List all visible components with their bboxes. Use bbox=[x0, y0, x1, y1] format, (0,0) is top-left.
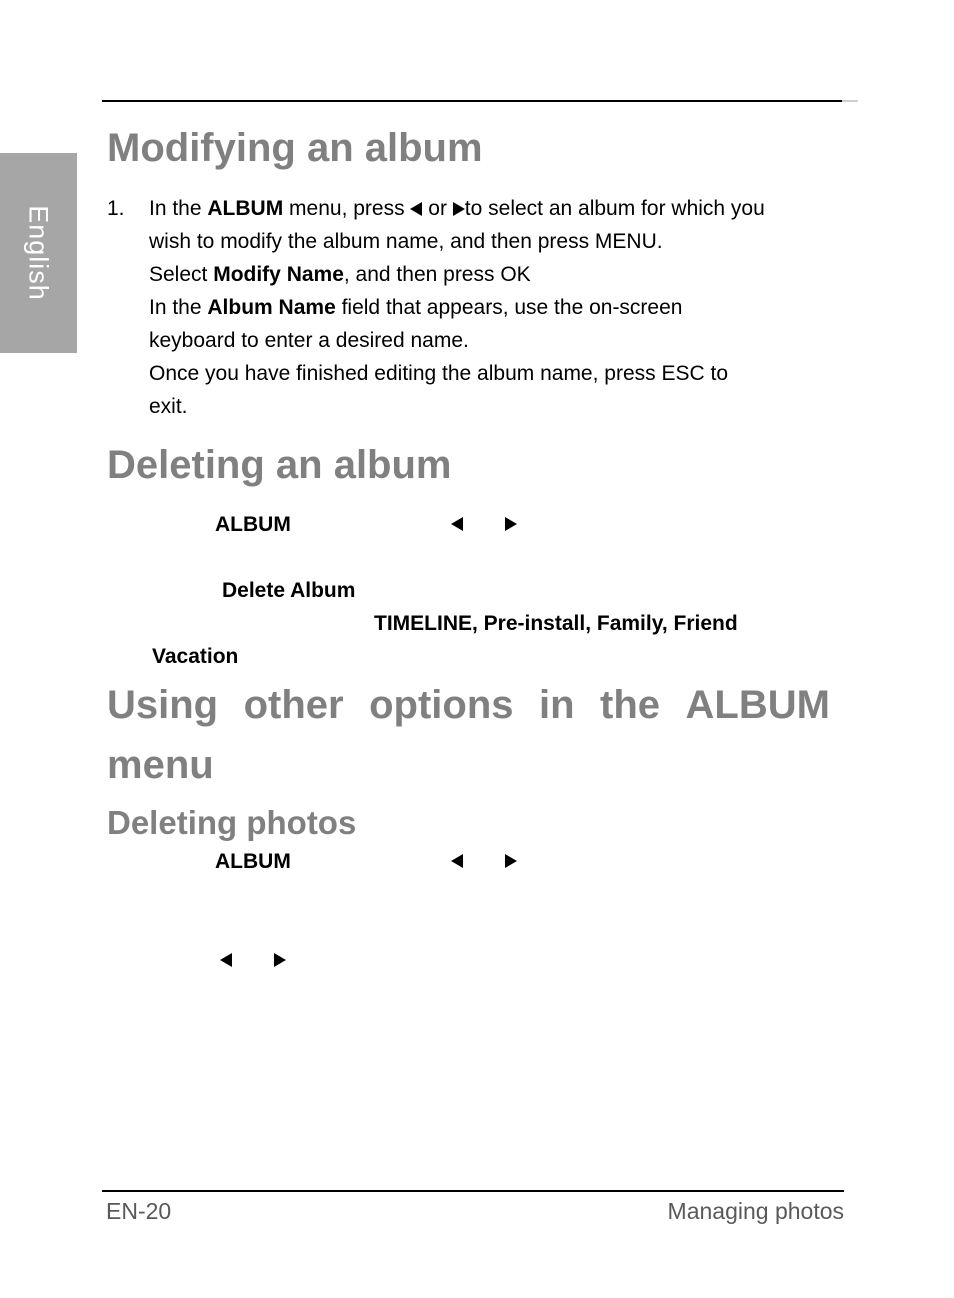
title-word: ALBUM bbox=[685, 683, 830, 727]
title-word: the bbox=[600, 683, 661, 727]
section-title-other-options-line-2: menu bbox=[107, 743, 214, 787]
section-title-modifying: Modifying an album bbox=[107, 126, 483, 170]
step-number: 1. bbox=[107, 197, 125, 220]
subsection-title-deleting-photos: Deleting photos bbox=[107, 804, 357, 841]
modify-name-option: Modify Name bbox=[213, 263, 344, 286]
page-number: EN-20 bbox=[106, 1198, 172, 1224]
text: field that appears, use the on-screen bbox=[335, 296, 683, 319]
left-triangle-icon bbox=[451, 854, 463, 868]
text: menu, press bbox=[283, 197, 411, 220]
vacation-album: Vacation bbox=[152, 645, 239, 668]
text: or bbox=[422, 197, 453, 220]
modify-step-line-2: wish to modify the album name, and then press MENU. bbox=[149, 230, 663, 253]
header-rule bbox=[102, 100, 858, 102]
language-tab-label: English bbox=[23, 205, 54, 301]
footer-rule bbox=[102, 1190, 844, 1192]
title-word: options bbox=[369, 683, 514, 727]
title-word: other bbox=[243, 683, 344, 727]
right-triangle-icon bbox=[505, 854, 517, 868]
text: Select bbox=[149, 263, 214, 286]
album-name-field-label: Album Name bbox=[207, 296, 336, 319]
modify-step-line-6: Once you have finished editing the album name, press ESC to bbox=[149, 362, 728, 385]
album-menu-label: ALBUM bbox=[215, 513, 291, 536]
modify-step-line-3 bbox=[149, 264, 531, 285]
album-list: TIMELINE, Pre-install, Family, Friend bbox=[374, 612, 738, 635]
text: In the bbox=[149, 197, 208, 220]
modify-step-line-7: exit. bbox=[149, 395, 188, 418]
modify-step-line-4 bbox=[149, 297, 682, 318]
title-word: in bbox=[539, 683, 575, 727]
text: to select an album for which you bbox=[464, 197, 765, 220]
text: In the bbox=[149, 296, 208, 319]
left-triangle-icon bbox=[410, 202, 422, 216]
section-title-deleting-album: Deleting an album bbox=[107, 443, 452, 487]
right-triangle-icon bbox=[453, 202, 465, 216]
footer-section-name: Managing photos bbox=[667, 1198, 844, 1224]
language-tab bbox=[0, 153, 77, 353]
album-menu-label: ALBUM bbox=[215, 850, 291, 873]
modify-step-line-1 bbox=[149, 198, 765, 219]
modify-step-line-5: keyboard to enter a desired name. bbox=[149, 329, 469, 352]
section-title-other-options bbox=[107, 685, 830, 725]
text: , and then press OK bbox=[343, 263, 531, 286]
album-menu-label: ALBUM bbox=[207, 197, 284, 220]
delete-album-option: Delete Album bbox=[222, 579, 356, 602]
title-word: Using bbox=[107, 683, 219, 727]
right-triangle-icon bbox=[505, 517, 517, 531]
right-triangle-icon bbox=[274, 953, 286, 967]
left-triangle-icon bbox=[451, 517, 463, 531]
left-triangle-icon bbox=[220, 953, 232, 967]
header-rule-tail bbox=[842, 100, 858, 102]
